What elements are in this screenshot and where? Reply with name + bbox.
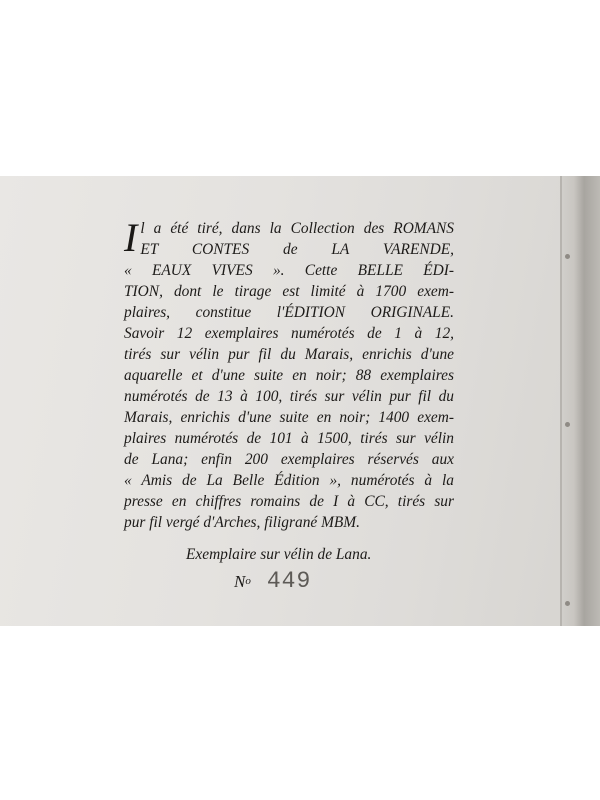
colophon-text [124, 215, 454, 533]
stitch-hole [565, 254, 570, 259]
colophon-line: plaires numérotés de 101 à 1500, tirés sur vélin [124, 430, 454, 447]
copy-number-row [234, 568, 311, 594]
page-edge [560, 176, 600, 626]
drop-cap: I [124, 215, 138, 260]
colophon-line: « Amis de La Belle Édition », numérotés à la [124, 472, 454, 489]
colophon-line: « EAUX VIVES ». Cette BELLE ÉDI- [124, 262, 454, 279]
colophon-line: TION, dont le tirage est limité à 1700 exem- [124, 283, 454, 300]
colophon-line: tirés sur vélin pur fil du Marais, enrichis d'une [124, 346, 454, 363]
book-page-photo [0, 176, 600, 626]
colophon-line: pur fil vergé d'Arches, filigrané MBM. [124, 514, 360, 531]
colophon-line: Savoir 12 exemplaires numérotés de 1 à 12, [124, 325, 454, 342]
colophon-line: de Lana; enfin 200 exemplaires réservés aux [124, 451, 454, 468]
stitch-hole [565, 422, 570, 427]
colophon-line: numérotés de 13 à 100, tirés sur vélin pur fil du [124, 388, 454, 405]
colophon-line: Marais, enrichis d'une suite en noir; 1400 exem- [124, 409, 454, 426]
colophon-line: l a été tiré, dans la Collection des ROMANS [140, 220, 454, 237]
copy-statement: Exemplaire sur vélin de Lana. [186, 546, 372, 563]
colophon-line: aquarelle et d'une suite en noir; 88 exemplaires [124, 367, 454, 384]
number-label-sup: o [245, 575, 251, 587]
colophon-line: ET CONTES de LA VARENDE, [140, 241, 454, 258]
colophon-line: plaires, constitue l'ÉDITION ORIGINALE. [124, 304, 454, 321]
colophon-line: presse en chiffres romains de I à CC, tirés sur [124, 493, 454, 510]
stitch-hole [565, 601, 570, 606]
number-label [234, 572, 251, 591]
number-label-letter: N [234, 572, 246, 591]
copy-number: 449 [266, 568, 312, 594]
